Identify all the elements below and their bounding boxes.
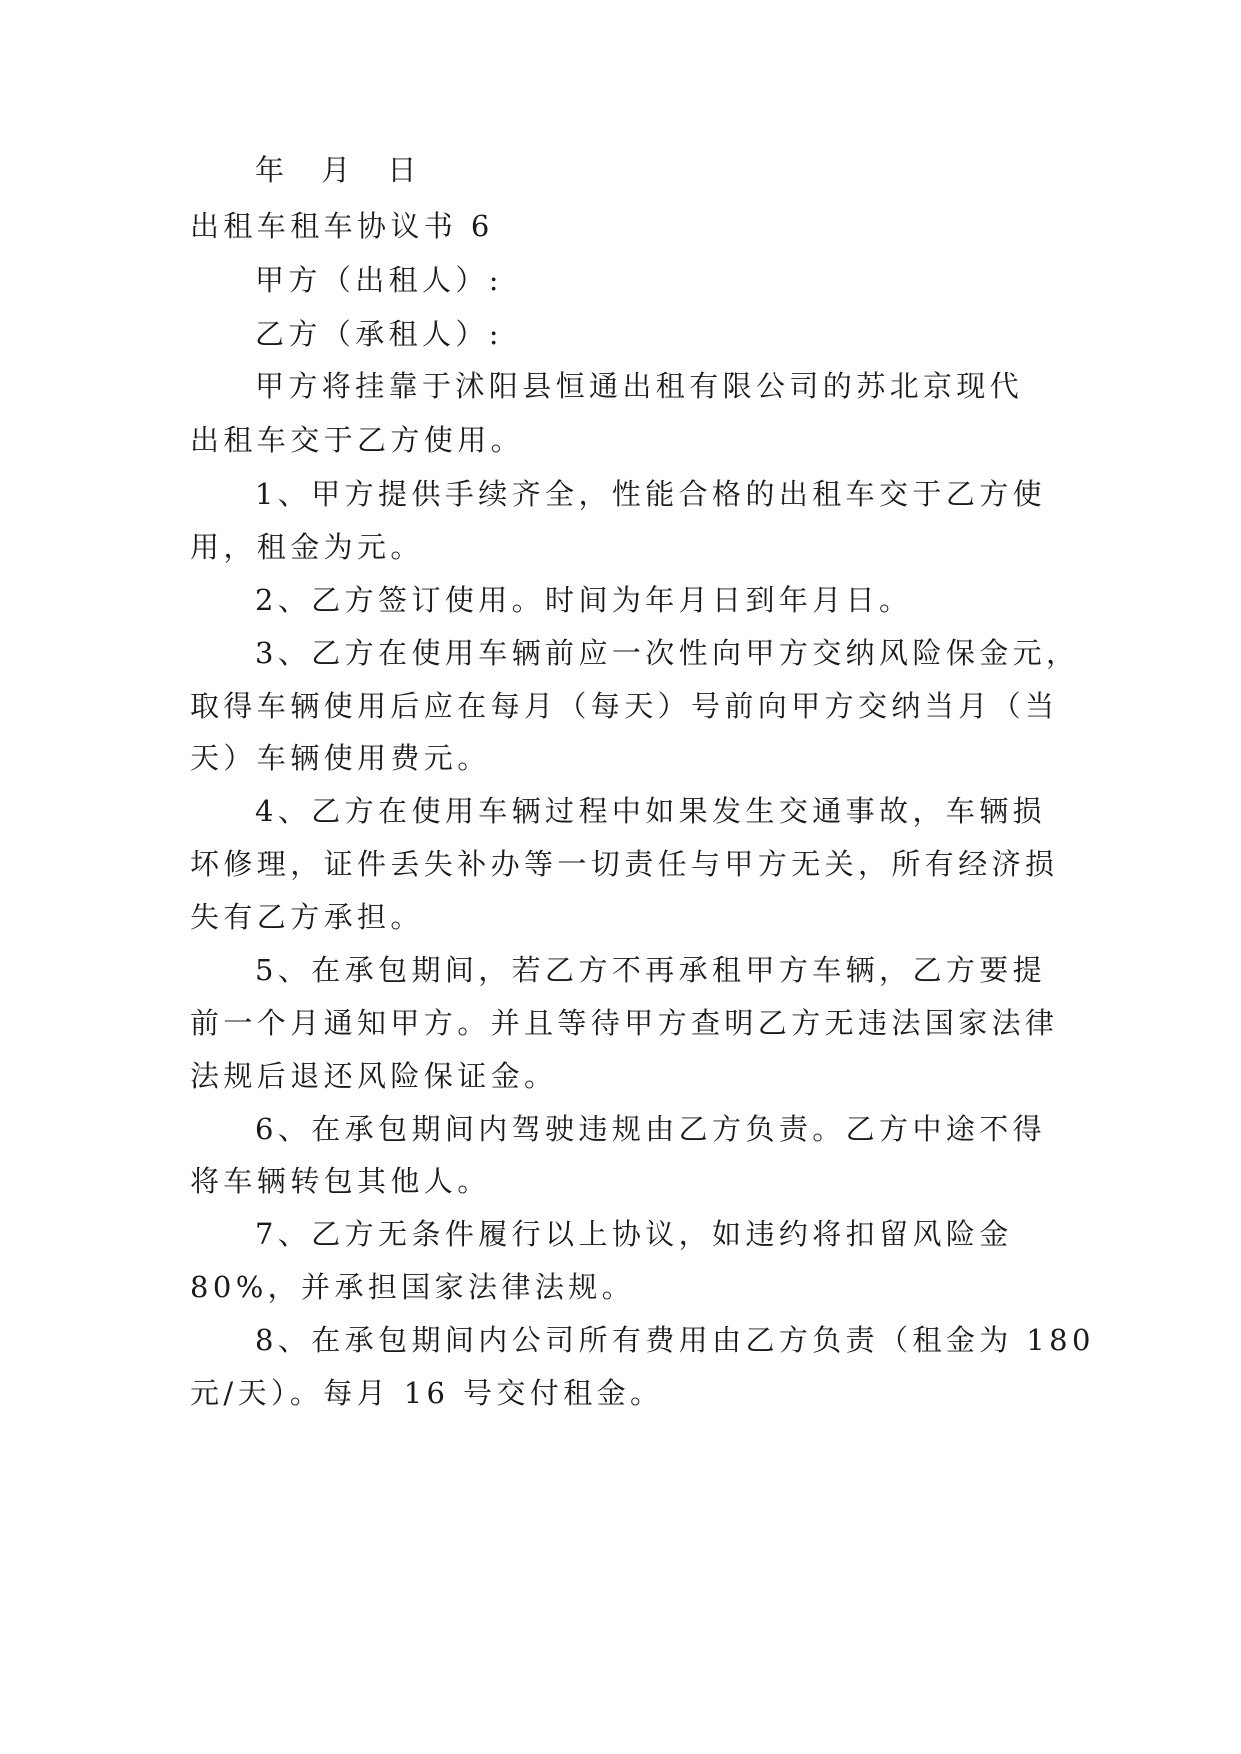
clause-1-line: 1、甲方提供手续齐全，性能合格的出租车交于乙方使 (255, 477, 1047, 511)
clause-4-line: 坏修理，证件丢失补办等一切责任与甲方无关，所有经济损 (190, 847, 1059, 881)
clause-6-line: 将车辆转包其他人。 (190, 1164, 491, 1198)
clause-1-line: 用，租金为元。 (190, 530, 424, 564)
clause-5-line: 前一个月通知甲方。并且等待甲方查明乙方无违法国家法律 (190, 1006, 1059, 1040)
clause-7-line: 7、乙方无条件履行以上协议，如违约将扣留风险金 (255, 1217, 1013, 1251)
clause-6-line: 6、在承包期间内驾驶违规由乙方负责。乙方中途不得 (255, 1112, 1047, 1146)
clause-3-line: 3、乙方在使用车辆前应一次性向甲方交纳风险保金元， (255, 636, 1080, 670)
party-b-label: 乙方（承租人）: (255, 317, 503, 351)
clause-5-line: 5、在承包期间，若乙方不再承租甲方车辆，乙方要提 (255, 953, 1047, 987)
clause-7-line: 80%，并承担国家法律法规。 (190, 1270, 636, 1304)
date-line: 年 月 日 (255, 153, 431, 187)
party-a-label: 甲方（出租人）: (255, 263, 503, 297)
clause-8-line: 元/天）。每月 16 号交付租金。 (190, 1376, 664, 1410)
document-title: 出租车租车协议书 6 (190, 209, 494, 243)
paragraph-line: 甲方将挂靠于沭阳县恒通出租有限公司的苏北京现代 (255, 369, 1024, 403)
clause-8-line: 8、在承包期间内公司所有费用由乙方负责（租金为 180 (255, 1323, 1095, 1357)
clause-3-line: 取得车辆使用后应在每月（每天）号前向甲方交纳当月（当 (190, 689, 1059, 723)
clause-4-line: 4、乙方在使用车辆过程中如果发生交通事故，车辆损 (255, 794, 1047, 828)
paragraph-line: 出租车交于乙方使用。 (190, 423, 525, 457)
clause-5-line: 法规后退还风险保证金。 (190, 1059, 558, 1093)
clause-3-line: 天）车辆使用费元。 (190, 741, 491, 775)
clause-2-line: 2、乙方签订使用。时间为年月日到年月日。 (255, 583, 913, 617)
clause-4-line: 失有乙方承担。 (190, 900, 424, 934)
